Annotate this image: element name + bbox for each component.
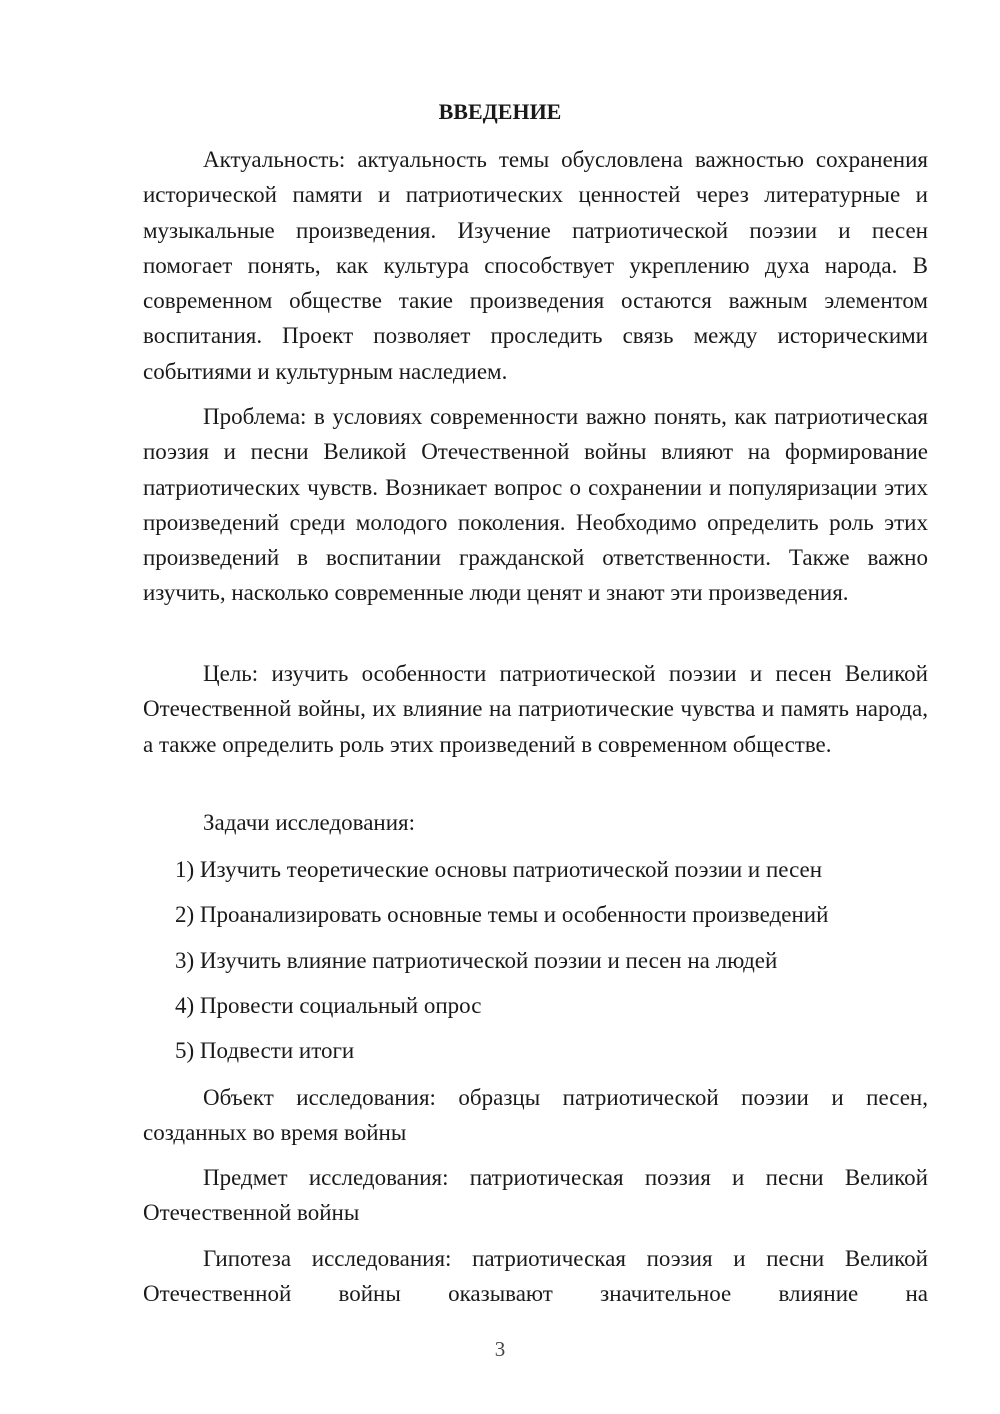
page-number: 3 [494, 1337, 506, 1361]
paragraph-hypothesis: Гипотеза исследования: патриотическая поэзия и песни Великой Отечественной войны оказывают значительное влияние на [143, 1246, 928, 1307]
page-title: ВВЕДЕНИЕ [438, 99, 562, 124]
paragraph-problem: Проблема: в условиях современности важно понять, как патриотическая поэзия и песни Великой Отечественной войны влияют на формирование патриотических чувств. Возникает вопрос о сохранении и популяризации этих произведений среди молодого поколения. Необходимо определить роль этих произведений в воспитании гражданской ответственности. Также важно изучить, насколько современные люди ценят и знают эти произведения. [143, 404, 928, 606]
tasks-heading: Задачи исследования: [203, 810, 416, 835]
paragraph-goal: Цель: изучить особенности патриотической поэзии и песен Великой Отечественной войны, их влияние на патриотические чувства и память народа, а также определить роль этих произведений в современном обществе. [143, 661, 928, 757]
task-item: 1) Изучить теоретические основы патриотической поэзии и песен [175, 857, 823, 882]
task-item: 5) Подвести итоги [175, 1038, 355, 1063]
task-item: 2) Проанализировать основные темы и особенности произведений [175, 902, 829, 927]
task-item: 3) Изучить влияние патриотической поэзии и песен на людей [175, 948, 778, 973]
paragraph-relevance: Актуальность: актуальность темы обусловлена важностью сохранения исторической памяти и патриотических ценностей через литературные и музыкальные произведения. Изучение патриотической поэзии и песен помогает понять, как культура способствует укреплению духа народа. В современном обществе такие произведения остаются важным элементом воспитания. Проект позволяет проследить связь между историческими событиями и культурным наследием. [143, 147, 928, 384]
task-item: 4) Провести социальный опрос [175, 993, 482, 1018]
paragraph-subject: Предмет исследования: патриотическая поэзия и песни Великой Отечественной войны [143, 1165, 928, 1226]
paragraph-object: Объект исследования: образцы патриотической поэзии и песен, созданных во время войны [143, 1085, 928, 1146]
